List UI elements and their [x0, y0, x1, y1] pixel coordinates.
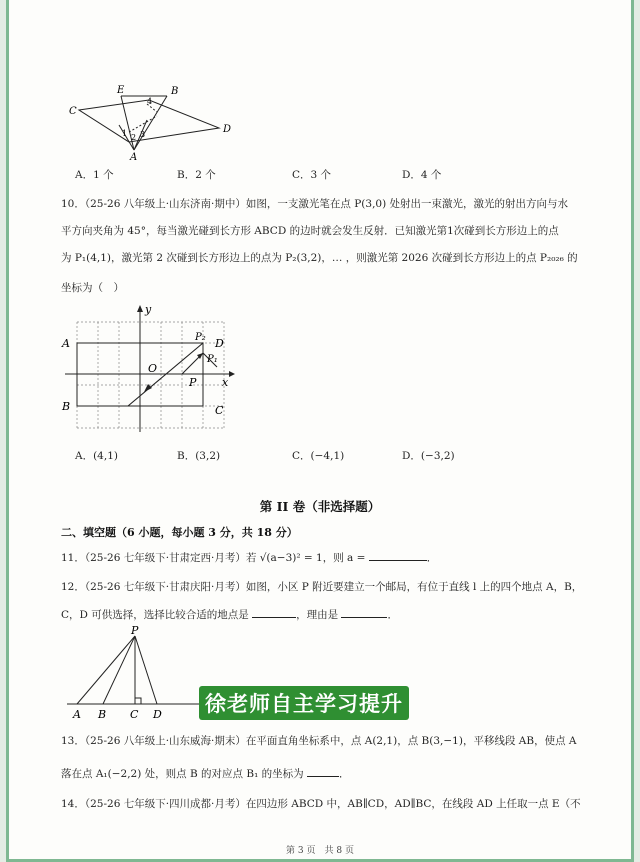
q9-angle-3: 3 [140, 130, 146, 139]
q12-text-c: ． [387, 609, 398, 621]
q10-figure [57, 302, 237, 434]
q11-line [61, 550, 437, 566]
q10-x-arrow [229, 371, 235, 377]
q12-location-blank[interactable] [252, 607, 296, 618]
q10-label-b: B [62, 400, 71, 413]
q12-line-1: 12．（25-26 七年级下·甘肃庆阳·月考）如图，小区 P 附近要建立一个邮局，有位于直线 l 上的四个地点 A，B， [61, 581, 583, 593]
q11-text: 11．（25-26 七年级下·甘肃定西·月考）若 √(a−3)² = 1，则 a = [61, 552, 366, 564]
q12-right-angle [135, 698, 141, 704]
q10-option-c[interactable]: C．(−4,1) [292, 450, 345, 462]
q13-text: 落在点 A₁(−2,2) 处，则点 B 的对应点 B₁ 的坐标为 [61, 768, 304, 780]
q12-label-c: C [130, 708, 139, 721]
q10-line-1: 10．（25-26 八年级上·山东济南·期中）如图，一支激光笔在点 P(3,0) 处射出一束激光，激光的射出方向与水 [61, 198, 569, 210]
q9-label-d: D [223, 124, 232, 135]
q10-label-y: y [145, 303, 152, 316]
q10-y-arrow [137, 305, 143, 312]
q13-answer-blank[interactable] [307, 766, 339, 777]
q9-option-b[interactable]: B．2 个 [177, 169, 216, 181]
q9-label-a: A [130, 152, 138, 162]
q10-option-d[interactable]: D．(−3,2) [402, 450, 455, 462]
q9-option-a[interactable]: A．1 个 [75, 169, 114, 181]
q10-option-b[interactable]: B．(3,2) [177, 450, 221, 462]
q10-line-4: 坐标为（ ） [61, 282, 124, 294]
q11-answer-blank[interactable] [369, 550, 427, 561]
q9-option-d[interactable]: D．4 个 [402, 169, 442, 181]
worksheet-page [6, 0, 634, 862]
q10-label-x: x [222, 376, 229, 389]
q13-line-2 [61, 766, 350, 782]
q12-segment-pb [103, 636, 135, 704]
q12-label-b: B [98, 708, 107, 721]
section-fill-blank-heading: 二、填空题（6 小题，每小题 3 分，共 18 分） [61, 526, 298, 539]
q9-angle-1: 1 [122, 129, 128, 138]
q14-line-1: 14．（25-26 七年级下·四川成都·月考）在四边形 ABCD 中，AB∥CD，AD∥BC，在线段 AD 上任取一点 E（不 [61, 798, 581, 810]
q9-label-e: E [117, 85, 125, 96]
q12-label-d: D [153, 708, 162, 721]
q12-label-p: P [131, 624, 139, 637]
q9-angle-4: 4 [147, 97, 153, 106]
q10-label-p1: P₁ [207, 354, 218, 365]
q12-reason-blank[interactable] [341, 607, 387, 618]
q9-angle-2: 2 [131, 133, 137, 142]
q9-label-b: B [171, 86, 179, 97]
q9-option-c[interactable]: C．3 个 [292, 169, 332, 181]
q12-figure [63, 622, 203, 722]
q9-figure [59, 80, 249, 162]
q10-option-a[interactable]: A．(4,1) [75, 450, 118, 462]
q11-end: ． [426, 552, 438, 564]
q10-line-2: 平方向夹角为 45°，每当激光碰到长方形 ABCD 的边时就会发生反射．已知激光第1次碰到长方形边上的点 [61, 225, 559, 237]
part2-title: 第 II 卷（非选择题） [259, 499, 381, 514]
q12-text-b: ，理由是 [296, 609, 339, 621]
q9-plane [79, 100, 219, 142]
q12-text-a: C，D 可供选择，选择比较合适的地点是 [61, 609, 249, 621]
q12-segment-pd [135, 636, 157, 704]
q12-line-2 [61, 607, 398, 623]
q10-line-3: 为 P₁(4,1)，激光第 2 次碰到长方形边上的点为 P₂(3,2)，… ，则激光第 2026 次碰到长方形边上的点 P₂₀₂₆ 的 [61, 252, 578, 264]
q12-segment-pa [77, 636, 135, 704]
q10-label-p: P [189, 376, 197, 389]
q10-label-o: O [148, 362, 158, 375]
q13-end: ． [339, 768, 350, 780]
q10-label-a: A [62, 337, 70, 350]
q10-label-c: C [215, 404, 224, 417]
q13-line-1: 13．（25-26 八年级上·山东威海·期末）在平面直角坐标系中，点 A(2,1)，点 B(3,−1)，平移线段 AB，使点 A [61, 735, 577, 747]
q10-label-p2: P₂ [195, 332, 206, 343]
q9-label-c: C [69, 106, 77, 117]
q12-label-a: A [73, 708, 81, 721]
watermark-banner: 徐老师自主学习提升 [199, 686, 409, 720]
page-footer: 第 3 页 共 8 页 [286, 846, 354, 856]
q10-label-d: D [215, 337, 224, 350]
